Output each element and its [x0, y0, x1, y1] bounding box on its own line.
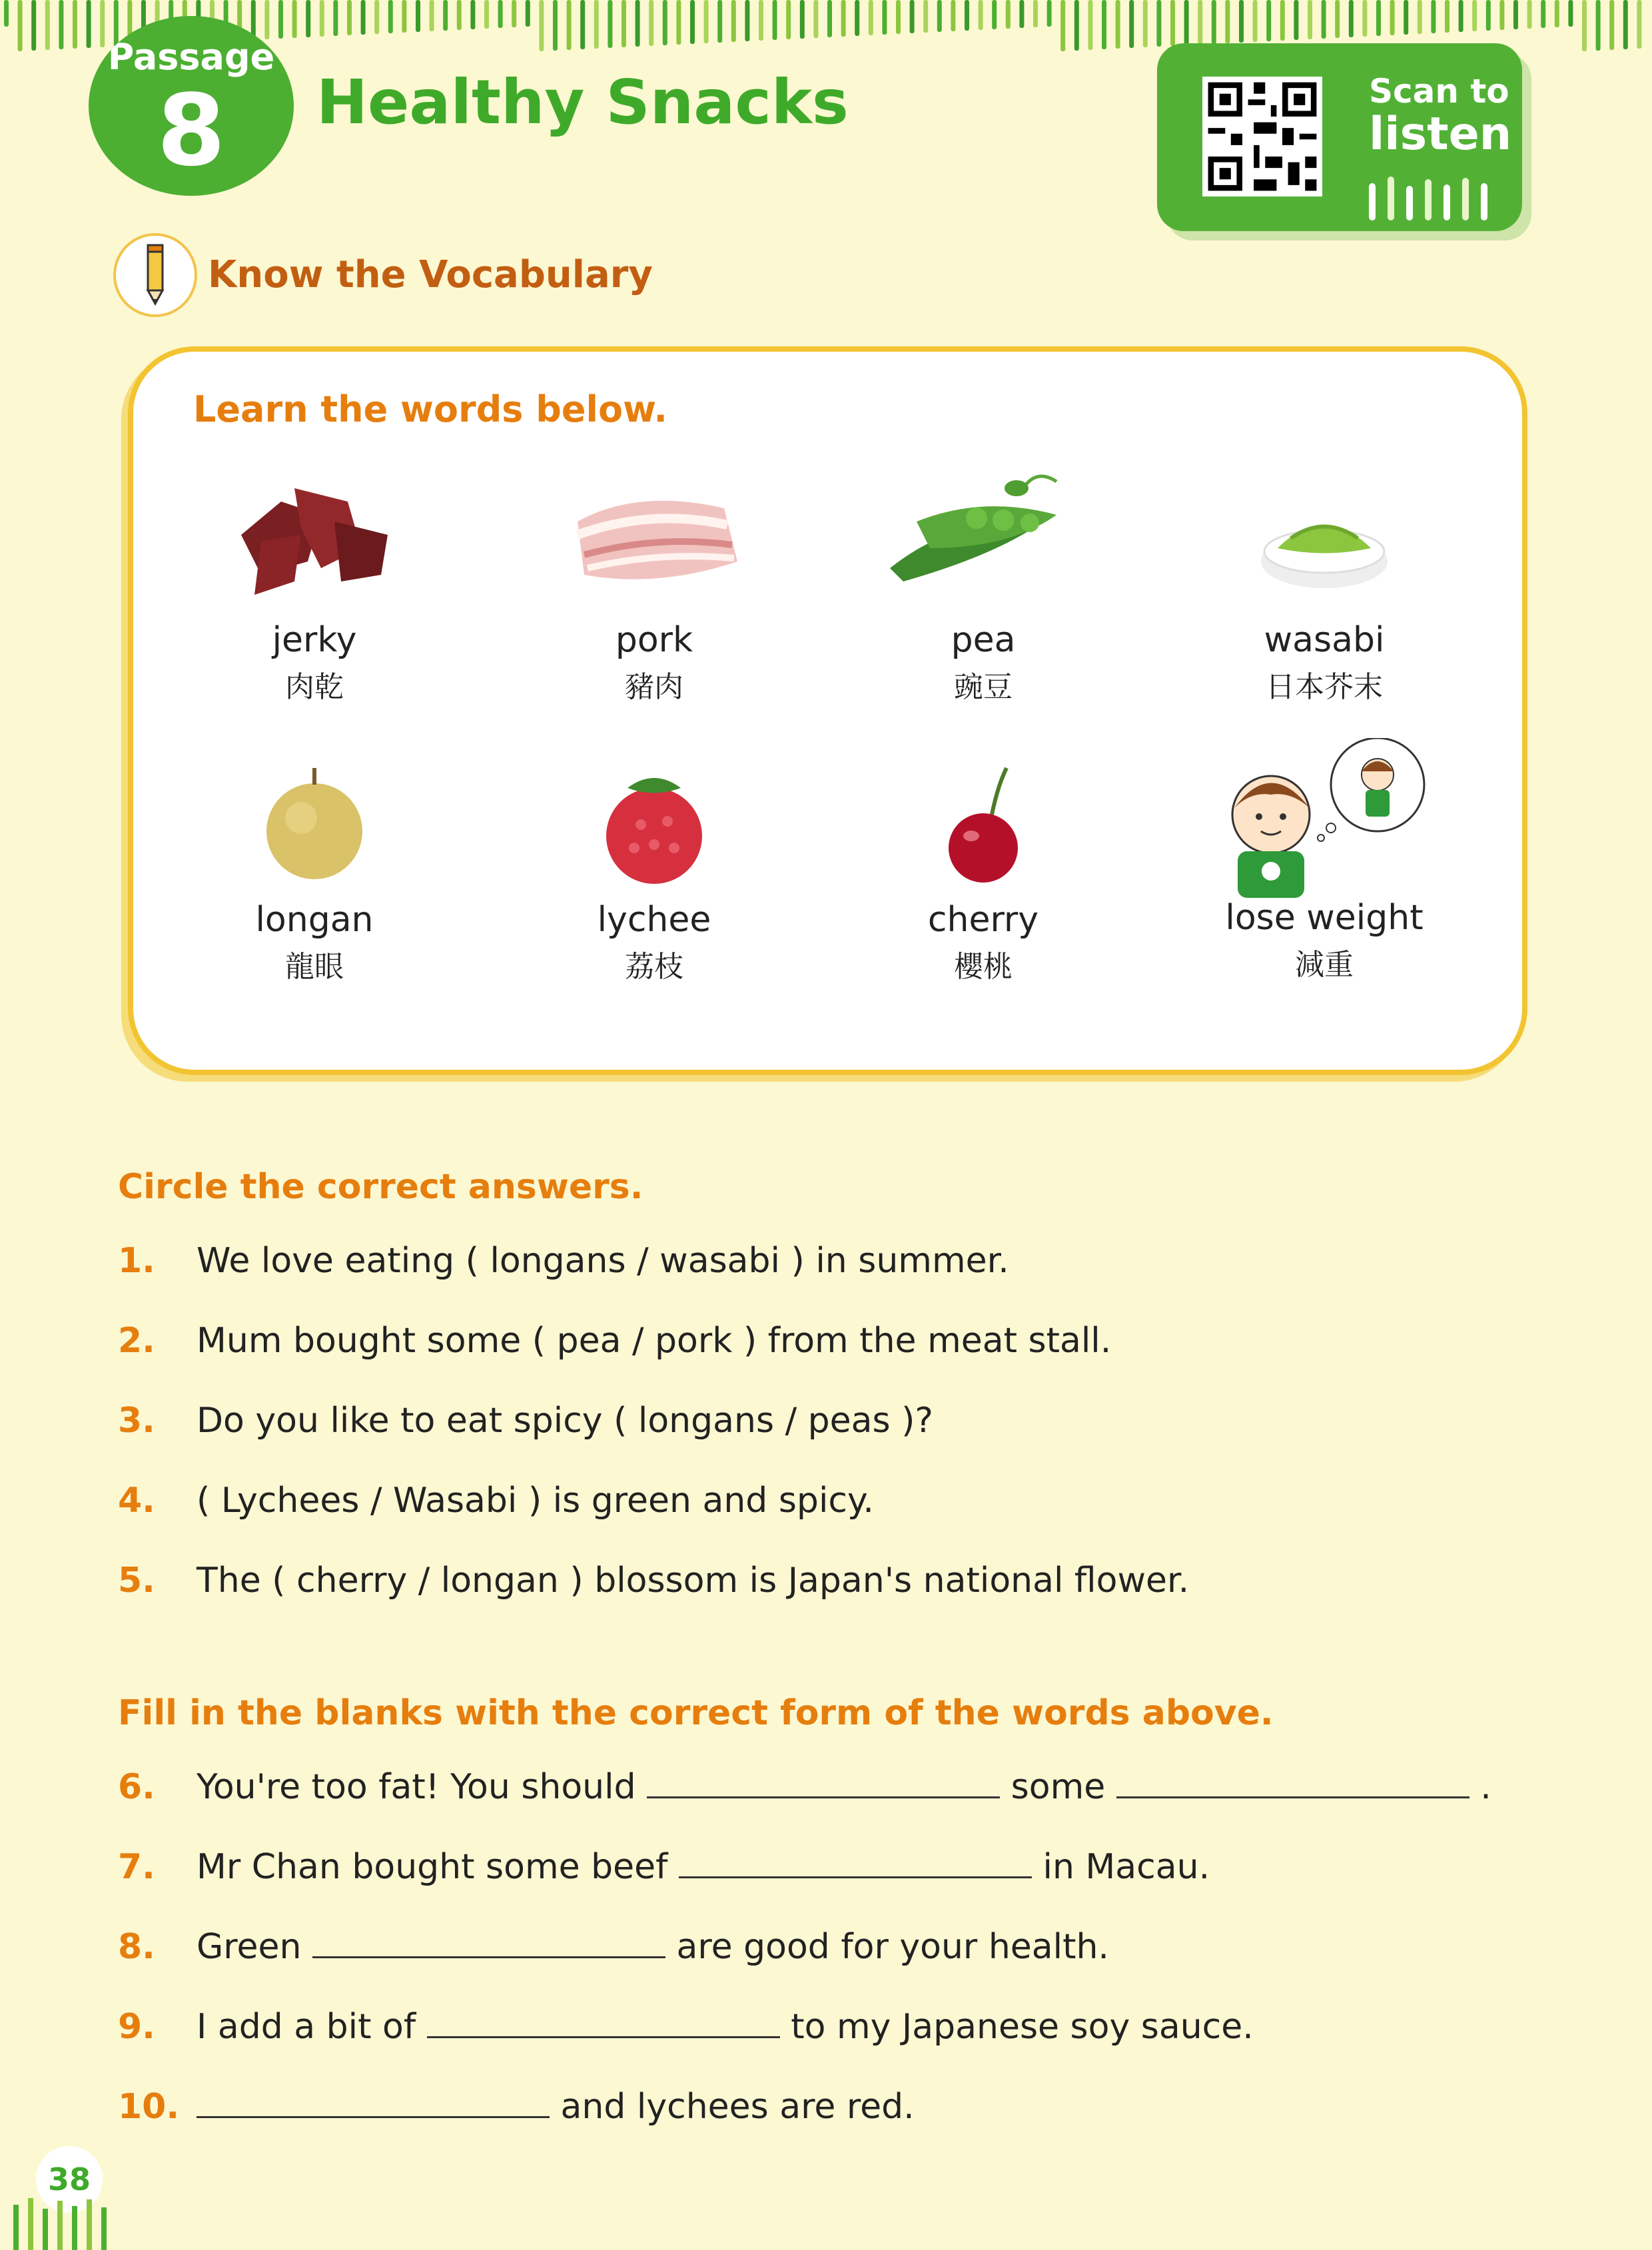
stripe	[1074, 0, 1079, 51]
stripe	[869, 0, 873, 35]
stripe	[553, 0, 558, 51]
stripe	[841, 0, 846, 37]
stripe	[1019, 0, 1024, 28]
question-8	[118, 1927, 1109, 1967]
stripe	[402, 0, 406, 33]
stripe	[443, 0, 448, 31]
question-3	[118, 1401, 933, 1441]
stripe	[704, 0, 709, 43]
stripe	[1212, 0, 1216, 44]
stripe	[882, 0, 887, 35]
stripe	[786, 0, 791, 39]
passage-badge	[89, 16, 294, 196]
vocab-item-wasabi	[1184, 462, 1464, 705]
stripe	[1513, 0, 1518, 29]
stripe	[1308, 0, 1312, 39]
answer-blank[interactable]	[312, 1927, 665, 1958]
stripe	[292, 0, 297, 38]
stripe	[1335, 0, 1340, 38]
stripe	[1088, 0, 1092, 50]
question-4	[118, 1481, 874, 1521]
stripe	[1609, 0, 1614, 50]
question-number: 9.	[118, 2007, 155, 2047]
question-text: Mr Chan bought some beef	[197, 1847, 668, 1887]
stripe	[992, 0, 997, 29]
stripes-decoration	[1369, 177, 1502, 223]
answer-blank[interactable]	[197, 2087, 550, 2118]
stripe	[31, 0, 36, 51]
vocab-word: lose weight	[1225, 898, 1424, 938]
stripe	[320, 0, 324, 37]
question-6	[118, 1767, 1491, 1807]
stripe	[1362, 0, 1367, 37]
stripe	[1472, 0, 1477, 31]
listen-label: listen	[1369, 108, 1512, 161]
stripe	[264, 0, 269, 39]
scan-label: Scan to	[1369, 72, 1509, 111]
vocab-item-pork	[514, 462, 794, 705]
answer-blank[interactable]	[427, 2007, 780, 2038]
stripe	[1184, 0, 1189, 45]
question-number: 6.	[118, 1767, 155, 1807]
stripe	[621, 0, 626, 47]
stripe	[676, 0, 681, 45]
stripe	[278, 0, 283, 39]
question-text: and lychees are red.	[560, 2087, 915, 2127]
question-text[interactable]: We love eating ( longans / wasabi ) in summer.	[197, 1241, 1009, 1281]
stripe	[457, 0, 462, 30]
stripe	[416, 0, 420, 32]
stripe	[1266, 0, 1271, 41]
stripe	[731, 0, 736, 42]
stripe	[1582, 0, 1587, 51]
stripe	[1225, 0, 1230, 43]
boy-thinking-image	[1211, 738, 1438, 898]
question-text: I add a bit of	[197, 2007, 416, 2047]
stripe	[951, 0, 955, 31]
stripe	[1280, 0, 1285, 41]
stripe	[306, 0, 310, 37]
question-10	[118, 2087, 915, 2127]
stripe	[1596, 0, 1601, 51]
vocab-item-jerky	[175, 462, 454, 705]
passage-label: Passage	[107, 36, 275, 78]
page-title: Healthy Snacks	[316, 67, 849, 138]
stripe	[979, 0, 983, 30]
stripe	[1047, 0, 1052, 27]
stripe	[1006, 0, 1011, 29]
vocab-translation: 肉乾	[285, 670, 344, 704]
stripe	[18, 0, 23, 51]
stripe	[361, 0, 366, 35]
question-text[interactable]: ( Lychees / Wasabi ) is green and spicy.	[197, 1481, 874, 1521]
stripe	[1527, 0, 1532, 29]
stripe	[965, 0, 969, 31]
stripe	[827, 0, 832, 37]
stripe	[45, 0, 50, 50]
stripe	[1102, 0, 1106, 49]
stripe	[1541, 0, 1545, 28]
stripe	[526, 0, 530, 27]
question-number: 1.	[118, 1241, 155, 1281]
stripe	[594, 0, 599, 49]
vocab-item-pea	[843, 462, 1123, 705]
question-number: 10.	[118, 2087, 180, 2127]
stripe	[1294, 0, 1298, 40]
stripe	[745, 0, 749, 41]
stripe	[1431, 0, 1436, 33]
stripe	[1143, 0, 1148, 47]
vocab-word: longan	[255, 900, 374, 940]
question-number: 2.	[118, 1321, 155, 1361]
vocab-word: jerky	[272, 620, 357, 660]
stripe	[347, 0, 352, 35]
stripe	[635, 0, 640, 47]
question-number: 5.	[118, 1561, 155, 1601]
stripe	[608, 0, 612, 48]
stripe	[896, 0, 901, 34]
stripe	[1390, 0, 1395, 35]
question-1	[118, 1241, 1009, 1281]
question-number: 8.	[118, 1927, 155, 1967]
question-5	[118, 1561, 1189, 1601]
stripe	[923, 0, 928, 33]
question-text[interactable]: Mum bought some ( pea / pork ) from the meat stall.	[197, 1321, 1112, 1361]
stripe	[1445, 0, 1449, 33]
stripe	[1322, 0, 1326, 39]
question-text: Green	[197, 1927, 302, 1967]
lychee-image	[588, 761, 721, 888]
stripe	[1376, 0, 1381, 36]
stripe	[1568, 0, 1573, 27]
stripe	[430, 0, 434, 31]
stripe	[1637, 0, 1641, 49]
stripe	[1418, 0, 1422, 34]
stripe	[663, 0, 667, 45]
stripe	[333, 0, 338, 36]
stripe	[59, 0, 63, 49]
passage-number: 8	[157, 73, 226, 188]
stripe	[567, 0, 572, 50]
vocab-item-cherry	[843, 761, 1123, 985]
stripe	[1349, 0, 1354, 37]
stripe	[1486, 0, 1491, 31]
answer-blank[interactable]	[647, 1767, 1000, 1798]
stripe	[1459, 0, 1463, 32]
answer-blank[interactable]	[679, 1847, 1032, 1878]
stripe	[1116, 0, 1120, 49]
stripe	[1623, 0, 1628, 49]
stripe	[1239, 0, 1244, 43]
vocab-item-lose-weight	[1184, 738, 1464, 983]
stripe	[773, 0, 777, 40]
bottom-stripes-decoration	[0, 2198, 120, 2250]
question-text: .	[1480, 1767, 1491, 1807]
stripe	[1170, 0, 1175, 46]
question-number: 7.	[118, 1847, 155, 1887]
stripe	[1129, 0, 1134, 48]
longan-image	[248, 761, 381, 888]
vocab-translation: 龍眼	[285, 950, 344, 984]
answer-blank[interactable]	[1116, 1767, 1469, 1798]
stripe	[4, 0, 9, 27]
stripe	[690, 0, 695, 44]
stripe	[539, 0, 544, 51]
stripe	[374, 0, 379, 34]
vocab-item-lychee	[514, 761, 794, 985]
stripe	[855, 0, 859, 36]
page-number: 38	[36, 2146, 103, 2213]
stripe	[800, 0, 805, 39]
vocab-word: lychee	[597, 900, 711, 940]
stripe	[1404, 0, 1408, 35]
pencil-icon	[113, 233, 197, 317]
stripe	[1156, 0, 1161, 47]
vocab-translation: 荔枝	[625, 950, 683, 984]
wasabi-image	[1251, 462, 1398, 608]
vocab-word: cherry	[927, 900, 1039, 940]
question-2	[118, 1321, 1111, 1361]
question-text[interactable]: Do you like to eat spicy ( longans / peas )?	[197, 1401, 933, 1441]
scan-to-listen-box[interactable]	[1157, 43, 1522, 231]
question-text: some	[1011, 1767, 1106, 1807]
vocab-translation: 減重	[1295, 948, 1354, 982]
qr-code-icon[interactable]	[1202, 77, 1322, 196]
stripe	[1253, 0, 1258, 42]
cherry-image	[917, 761, 1050, 888]
jerky-image	[221, 462, 408, 608]
vocabulary-instruction: Learn the words below.	[193, 388, 668, 430]
question-text[interactable]: The ( cherry / longan ) blossom is Japan's national flower.	[197, 1561, 1190, 1601]
vocabulary-box	[128, 346, 1527, 1075]
stripe	[484, 0, 489, 29]
vocab-word: pea	[951, 620, 1016, 660]
stripe	[1198, 0, 1202, 45]
pea-image	[877, 462, 1090, 608]
stripe	[1555, 0, 1559, 27]
vocab-word: pork	[615, 620, 693, 660]
pork-image	[558, 462, 751, 608]
stripe	[937, 0, 942, 32]
stripe	[470, 0, 475, 29]
stripe	[498, 0, 503, 28]
vocab-translation: 豌豆	[954, 670, 1013, 704]
stripe	[910, 0, 915, 33]
question-text: in Macau.	[1042, 1847, 1210, 1887]
stripe	[1033, 0, 1038, 27]
question-text: are good for your health.	[676, 1927, 1109, 1967]
stripe	[759, 0, 763, 41]
stripe	[580, 0, 585, 49]
stripe	[73, 0, 77, 49]
stripe	[813, 0, 818, 38]
vocab-item-longan	[175, 761, 454, 985]
question-9	[118, 2007, 1254, 2047]
fill-blanks-heading: Fill in the blanks with the correct form of the words above.	[118, 1693, 1274, 1733]
stripe	[512, 0, 516, 27]
stripe	[388, 0, 393, 33]
vocab-translation: 櫻桃	[954, 950, 1013, 984]
circle-answers-heading: Circle the correct answers.	[118, 1167, 643, 1207]
vocabulary-title: Know the Vocabulary	[208, 253, 653, 296]
stripe	[1499, 0, 1504, 30]
question-text: You're too fat! You should	[197, 1767, 636, 1807]
question-number: 4.	[118, 1481, 155, 1521]
question-number: 3.	[118, 1401, 155, 1441]
vocab-translation: 豬肉	[625, 670, 683, 704]
stripe	[1060, 0, 1065, 51]
vocab-word: wasabi	[1264, 620, 1385, 660]
vocab-translation: 日本芥末	[1266, 670, 1383, 704]
stripe	[649, 0, 653, 46]
question-text: to my Japanese soy sauce.	[791, 2007, 1254, 2047]
stripe	[717, 0, 722, 43]
question-7	[118, 1847, 1210, 1887]
